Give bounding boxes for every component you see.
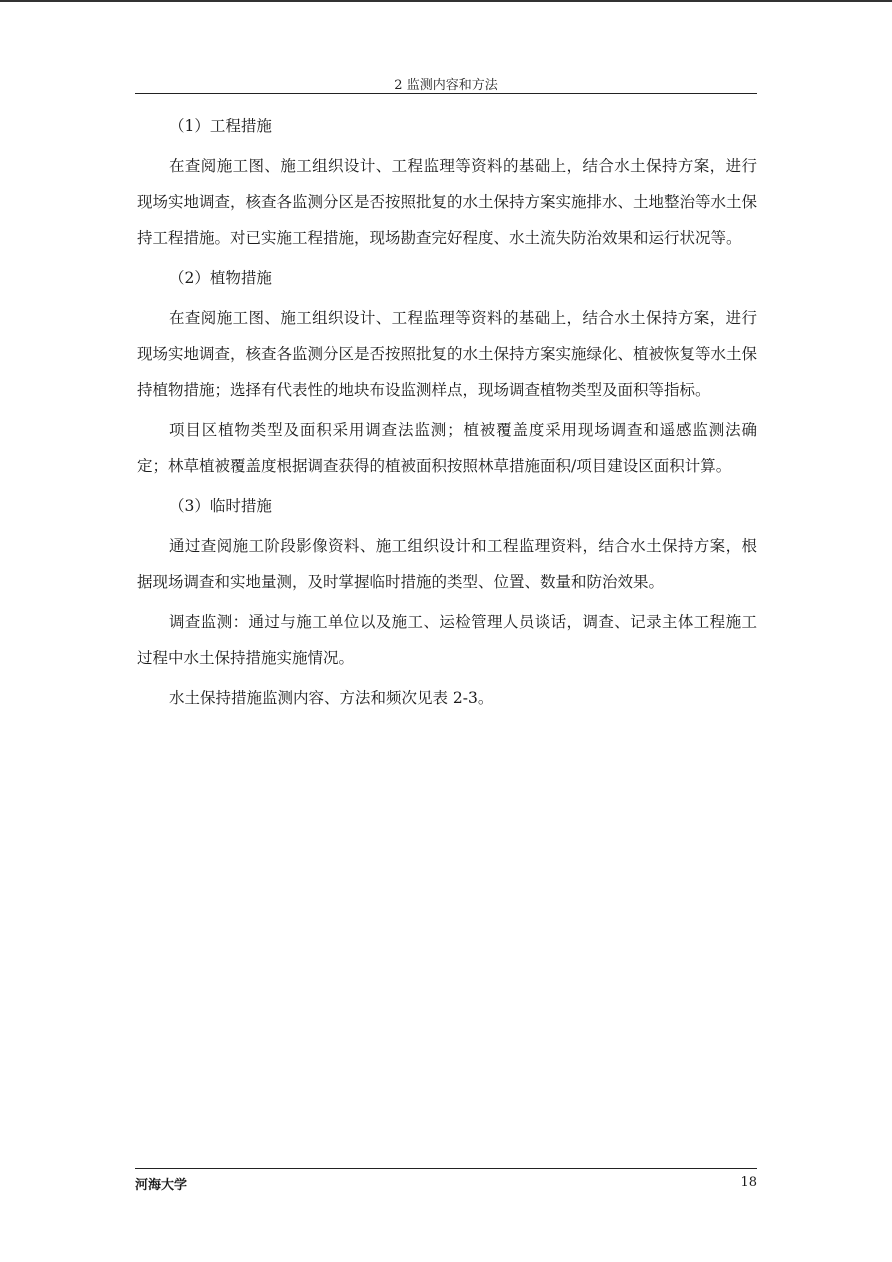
footer-institution: 河海大学: [135, 1178, 188, 1193]
paragraph-survey-monitoring: 调查监测：通过与施工单位以及施工、运检管理人员谈话，调查、记录主体工程施工过程中水土保持措施实施情况。: [137, 613, 757, 667]
section-heading-engineering: （1）工程措施: [169, 117, 272, 135]
header-divider: [135, 93, 757, 94]
page-top-border: [0, 0, 892, 2]
running-header: 2 监测内容和方法: [394, 78, 498, 93]
paragraph-vegetation-measures: 在查阅施工图、施工组织设计、工程监理等资料的基础上，结合水土保持方案，进行现场实地调查，核查各监测分区是否按照批复的水土保持方案实施绿化、植被恢复等水土保持植物措施；选择有代表性的地块布设监测样点，现场调查植物类型及面积等指标。: [137, 309, 758, 399]
section-heading-temporary: （3）临时措施: [169, 497, 272, 515]
document-body: [137, 108, 757, 720]
paragraph-engineering-measures: 在查阅施工图、施工组织设计、工程监理等资料的基础上，结合水土保持方案，进行现场实地调查，核查各监测分区是否按照批复的水土保持方案实施排水、土地整治等水土保持工程措施。对已实施工程措施，现场勘查完好程度、水土流失防治效果和运行状况等。: [137, 157, 758, 247]
section-heading-vegetation: （2）植物措施: [169, 269, 272, 287]
footer-divider: [135, 1168, 757, 1169]
page-number: 18: [740, 1175, 757, 1190]
paragraph-temporary-measures: 通过查阅施工阶段影像资料、施工组织设计和工程监理资料，结合水土保持方案，根据现场调查和实地量测，及时掌握临时措施的类型、位置、数量和防治效果。: [137, 537, 757, 591]
paragraph-vegetation-monitoring: 项目区植物类型及面积采用调查法监测；植被覆盖度采用现场调查和遥感监测法确定；林草植被覆盖度根据调查获得的植被面积按照林草措施面积/项目建设区面积计算。: [137, 421, 757, 475]
paragraph-table-reference: 水土保持措施监测内容、方法和频次见表 2-3。: [169, 689, 494, 707]
